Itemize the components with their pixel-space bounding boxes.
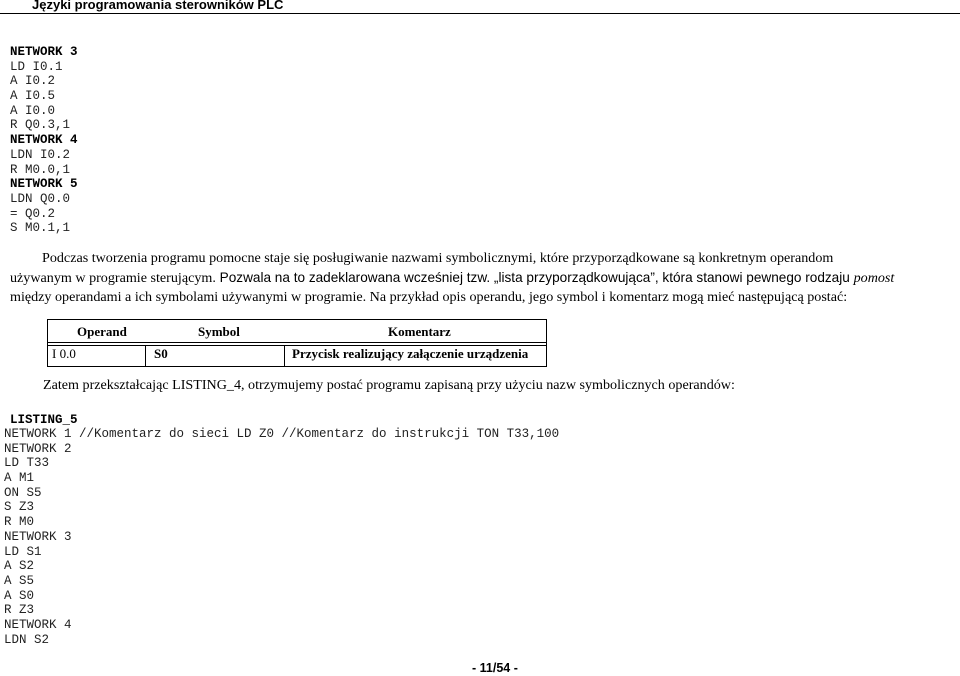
code-line: R M0	[4, 515, 35, 530]
table-header-operand: Operand	[77, 324, 127, 339]
code-line: NETWORK 4	[10, 133, 78, 148]
paragraph-line-1: Podczas tworzenia programu pomocne staje się posługiwanie nazwami symbolicznymi, które przyporządkowane są konkretnym operandom	[42, 250, 834, 266]
code-line: LDN I0.2	[10, 147, 71, 162]
code-line: = Q0.2	[10, 206, 56, 221]
table-header-komentarz: Komentarz	[388, 324, 451, 339]
code-line: LDN S2	[4, 632, 50, 647]
code-line: A S5	[4, 573, 35, 588]
page-header	[0, 0, 960, 14]
code-line: NETWORK 1 //Komentarz do sieci LD Z0 //Komentarz do instrukcji TON T33,100	[4, 427, 560, 441]
summary-sentence: Zatem przekształcając LISTING_4, otrzymujemy postać programu zapisaną przy użyciu nazw symbolicznych operandów:	[43, 377, 735, 393]
code-line: LDN Q0.0	[10, 191, 71, 206]
code-line: A I0.2	[10, 74, 56, 89]
table-col-divider-1	[145, 345, 146, 367]
code-block-network-3-5	[10, 45, 78, 236]
code-line: S M0.1,1	[10, 221, 71, 236]
table-col-divider-2	[284, 345, 285, 367]
symbol-table	[47, 319, 547, 367]
code-line: LD S1	[4, 544, 42, 559]
header-title: Języki programowania sterowników PLC	[32, 0, 284, 12]
code-line: LD T33	[4, 456, 50, 471]
code-line: ON S5	[4, 485, 42, 500]
code-line: R Q0.3,1	[10, 118, 71, 133]
code-line: A S2	[4, 559, 35, 574]
listing-title: LISTING_5	[10, 413, 78, 427]
table-header-symbol: Symbol	[198, 324, 240, 339]
page-number: - 11/54 -	[472, 661, 518, 675]
table-cell-komentarz: Przycisk realizujący załączenie urządzenia	[292, 346, 529, 361]
table-cell-operand: I 0.0	[52, 346, 76, 361]
code-line: NETWORK 2	[4, 441, 72, 456]
table-cell-symbol: S0	[154, 346, 168, 361]
code-line: NETWORK 3	[4, 529, 72, 544]
paragraph-line-3: między operandami a ich symbolami używanymi w programie. Na przykład opis operandu, jego symbol i komentarz mogą mieć następującą postać:	[10, 289, 848, 305]
code-line: A S0	[4, 588, 35, 603]
code-line: A I0.5	[10, 89, 56, 104]
code-line: LD I0.1	[10, 59, 63, 74]
code-line: A M1	[4, 471, 35, 486]
paragraph-line-2: używanym w programie sterującym. Pozwala na to zadeklarowana wcześniej tzw. „lista przyporządkowująca”, która stanowi pewnego rodzaju pomost	[10, 270, 895, 286]
code-line: NETWORK 3	[10, 45, 78, 59]
code-line: R M0.0,1	[10, 162, 71, 177]
code-line: S Z3	[4, 500, 35, 515]
intro-paragraph	[10, 249, 960, 307]
code-block-listing-5	[4, 427, 559, 647]
code-line: R Z3	[4, 603, 35, 618]
code-line: A I0.0	[10, 103, 56, 118]
code-line: NETWORK 5	[10, 177, 78, 192]
table-divider-top	[48, 342, 546, 343]
code-line: NETWORK 4	[4, 617, 72, 632]
